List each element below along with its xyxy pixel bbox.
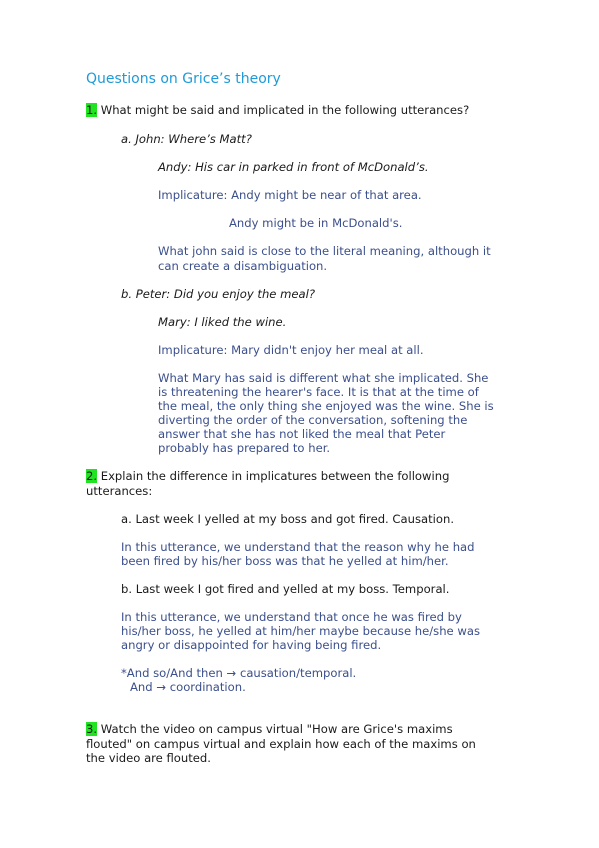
note-line-2: And → coordination. [130, 680, 246, 694]
utterance-b-mary: Mary: I liked the wine. [158, 315, 287, 329]
comment-2a-line-2: been fired by his/her boss was that he yelled at him/her. [121, 554, 449, 568]
utterance-a-john: a. John: Where’s Matt? [121, 132, 252, 146]
comment-2b-line-2: his/her boss, he yelled at him/her maybe because he/she was [121, 624, 481, 638]
implicature-b: Implicature: Mary didn't enjoy her meal at all. [158, 343, 424, 357]
comment-b-line-2: is threatening the hearer's face. It is that at the time of [158, 385, 479, 399]
comment-2a-line-1: In this utterance, we understand that the reason why he had [121, 540, 475, 554]
comment-2b-line-3: angry or disappointed for having being fired. [121, 638, 382, 652]
comment-b-line-3: the meal, the only thing she enjoyed was the wine. She is [158, 399, 494, 413]
utterance-a-andy: Andy: His car in parked in front of McDonald’s. [158, 160, 429, 174]
implicature-a-1: Implicature: Andy might be near of that area. [158, 188, 422, 202]
utterance-2b: b. Last week I got fired and yelled at my boss. Temporal. [121, 582, 450, 596]
comment-b-line-5: answer that she has not liked the meal that Peter [158, 427, 446, 441]
document-title: Questions on Grice’s theory [86, 71, 281, 87]
question-text: Watch the video on campus virtual "How are Grice's maxims [97, 722, 453, 736]
implicature-a-2: Andy might be in McDonald's. [229, 216, 403, 230]
utterance-b-peter: b. Peter: Did you enjoy the meal? [121, 287, 316, 301]
comment-a-line-1: What john said is close to the literal meaning, although it [158, 244, 491, 258]
question-3-line-3: the video are flouted. [86, 751, 211, 765]
question-text: What might be said and implicated in the following utterances? [97, 103, 470, 117]
question-2-line-2: utterances: [86, 484, 153, 498]
note-line-1: *And so/And then → causation/temporal. [121, 666, 357, 680]
utterance-2a: a. Last week I yelled at my boss and got fired. Causation. [121, 512, 455, 526]
comment-a-line-2: can create a disambiguation. [158, 259, 328, 273]
comment-2b-line-1: In this utterance, we understand that once he was fired by [121, 610, 462, 624]
question-number: 3. [86, 722, 98, 736]
question-3-line-2: flouted" on campus virtual and explain how each of the maxims on [86, 737, 476, 751]
comment-b-line-1: What Mary has said is different what she implicated. She [158, 371, 489, 385]
question-text: Explain the difference in implicatures between the following [97, 469, 450, 483]
question-2 [86, 469, 516, 484]
comment-b-line-6: probably has prepared to her. [158, 441, 331, 455]
question-number: 2. [86, 469, 98, 483]
question-1 [86, 103, 516, 118]
question-3 [86, 722, 516, 737]
question-number: 1. [86, 103, 98, 117]
comment-b-line-4: diverting the order of the conversation, softening the [158, 413, 468, 427]
